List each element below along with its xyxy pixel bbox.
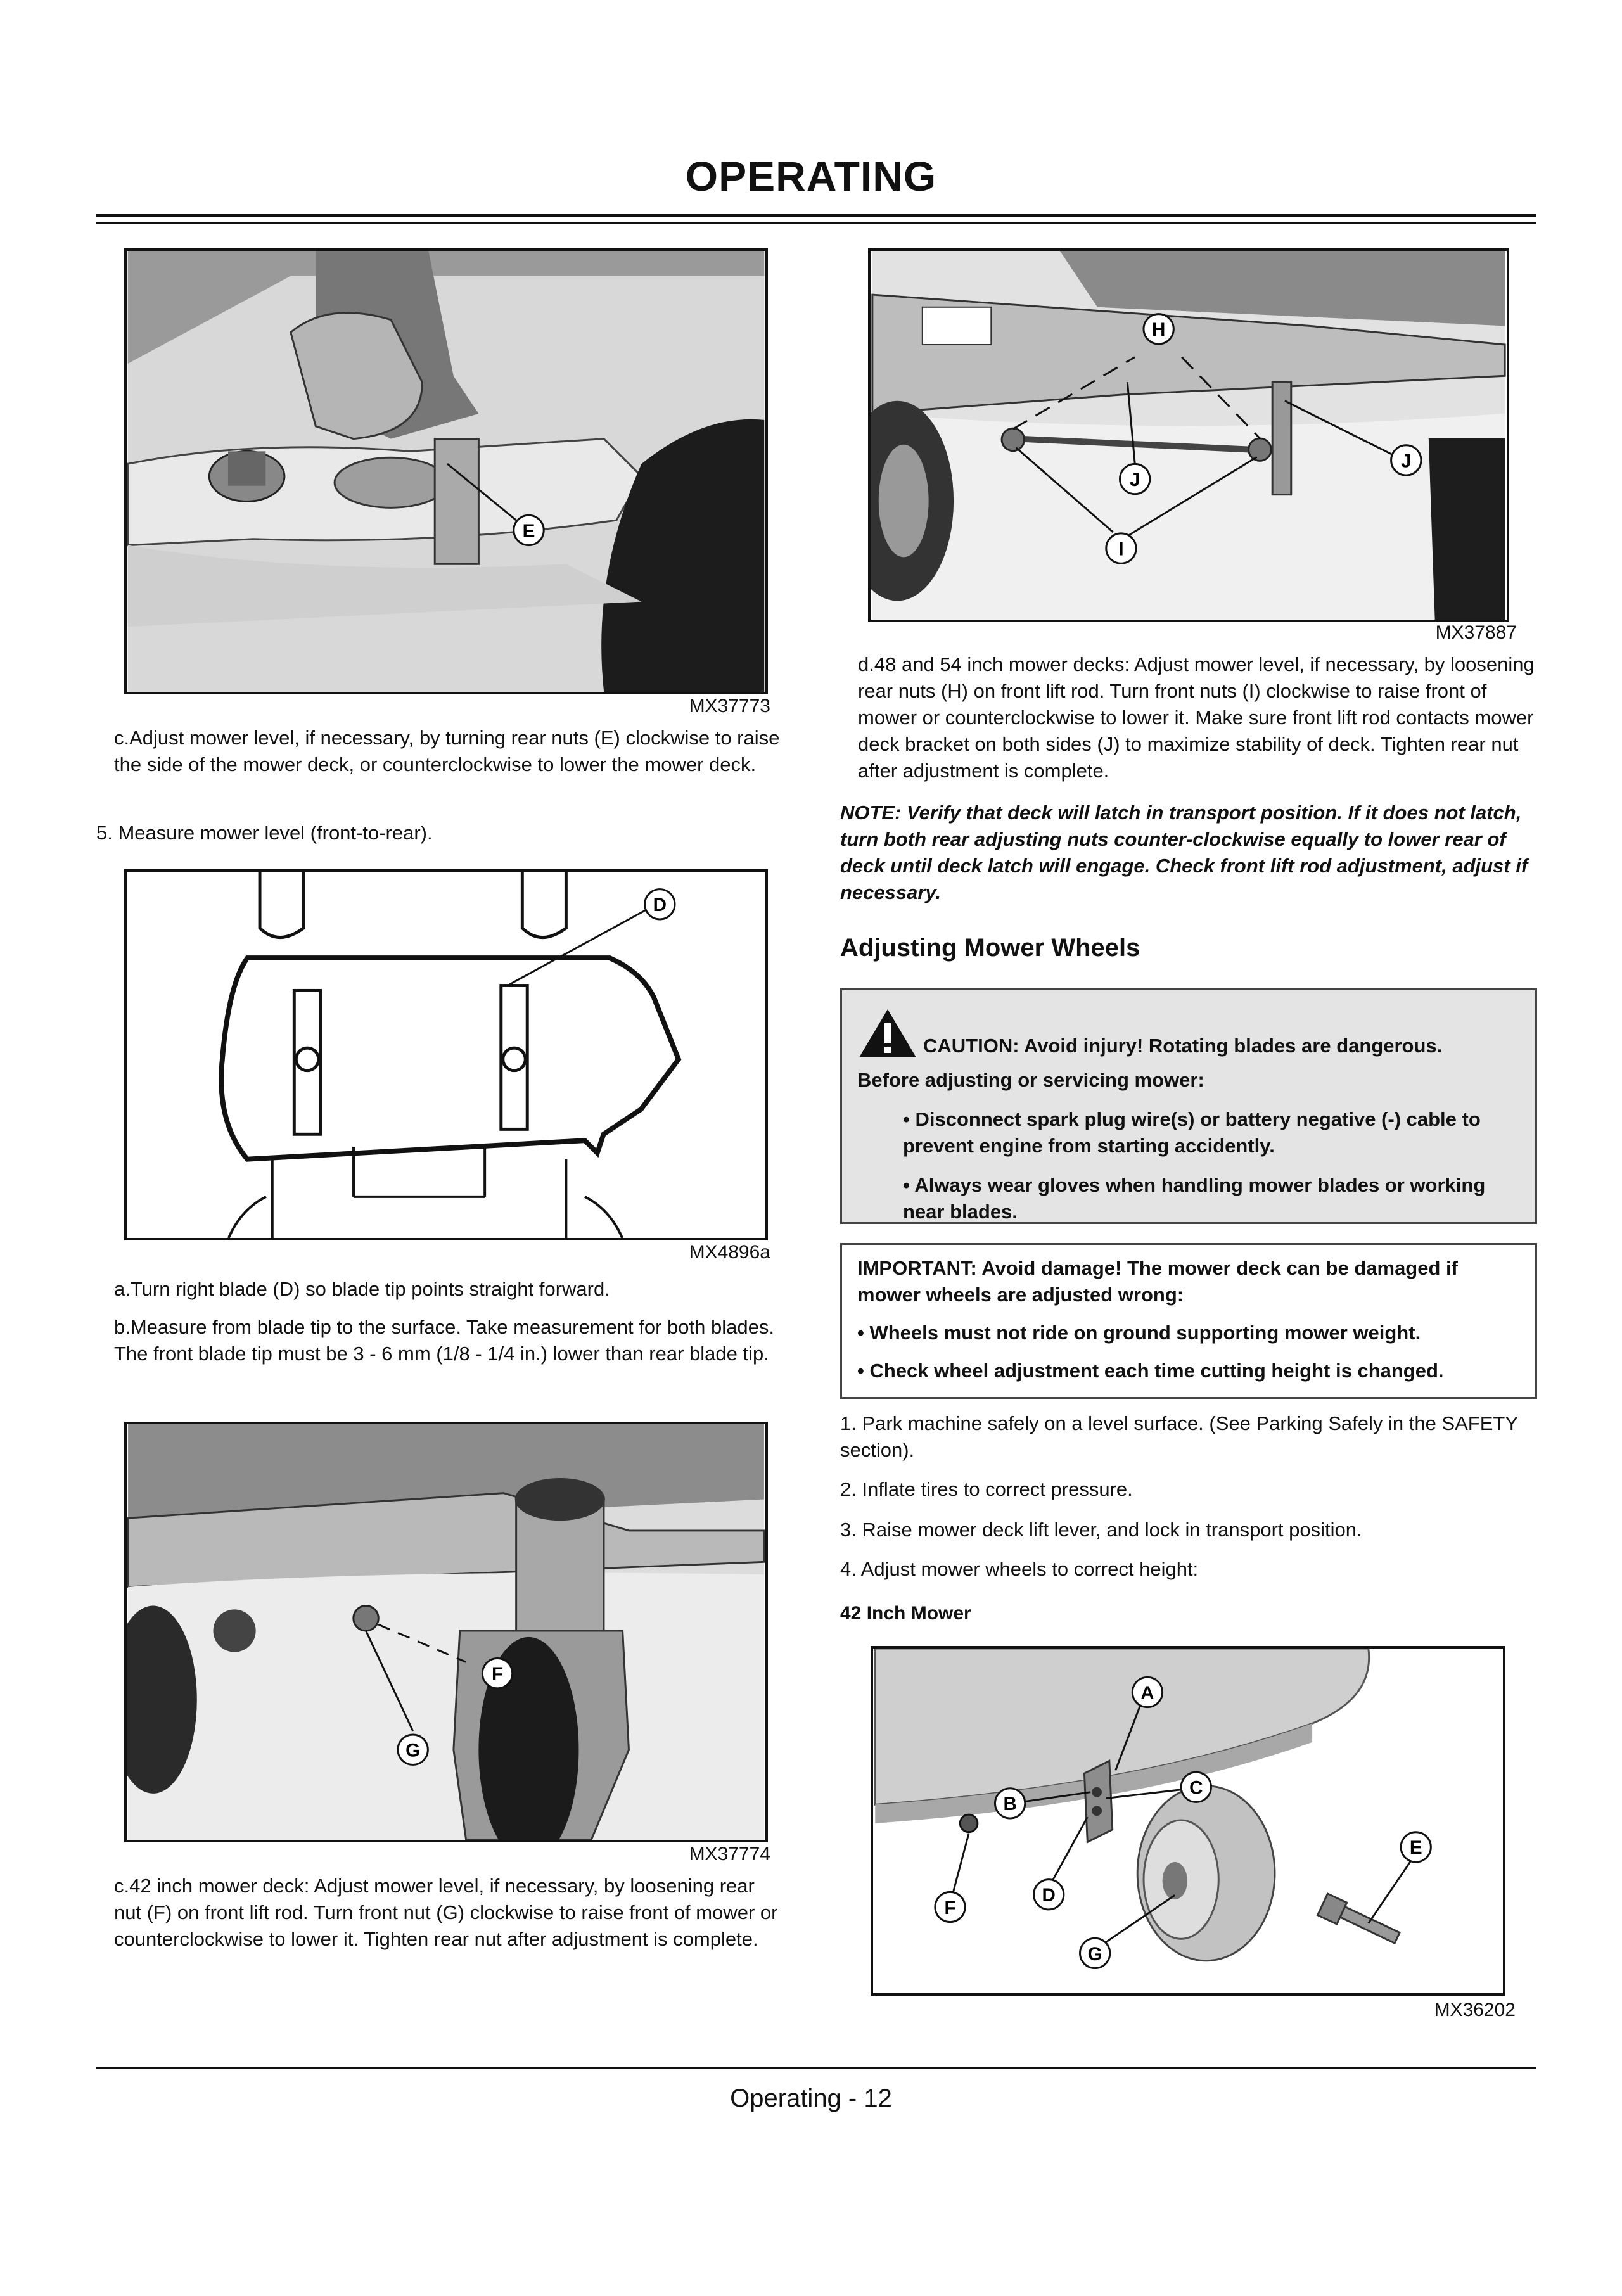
figure-label-e: E [1409,1837,1422,1859]
step-3-raise-deck: 3. Raise mower deck lift lever, and lock in transport position. [840,1519,1362,1541]
page-title: OPERATING [685,153,937,200]
step-1-park: 1. Park machine safely on a level surface. (See Parking Safely in the SAFETY section). [840,1412,1518,1461]
note-deck-latch: NOTE: Verify that deck will latch in transport position. If it does not latch, turn both rear adjusting nuts counter-clockwise equally to lower rear of deck until deck latch will engage. Check front lift rod adjustment, adjust if necessary. [840,801,1528,903]
subheading-42-inch-mower: 42 Inch Mower [840,1603,971,1624]
mower-deck-side-illustration [127,251,765,692]
step-a-turn-blade: a.Turn right blade (D) so blade tip points straight forward. [114,1278,610,1300]
step-5-measure: 5. Measure mower level (front-to-rear). [96,822,433,844]
important-title: IMPORTANT: Avoid damage! The mower deck can be damaged if mower wheels are adjusted wrong: [857,1257,1458,1306]
step-c-42-inch: c.42 inch mower deck: Adjust mower level, if necessary, by loosening rear nut (F) on front lift rod. Turn front nut (G) clockwise to raise front of mower or counterclockwise to lower it. Tighten rear nut after adjustment is complete. [114,1875,778,1950]
figure-label-d: D [653,895,667,916]
blade-diagram [127,872,765,1238]
caution-intro: Before adjusting or servicing mower: [857,1069,1204,1091]
figure-label-d: D [1042,1885,1056,1906]
figure-code-mx37887: MX37887 [1435,622,1517,643]
figure-mx37773 [124,248,768,694]
page-footer: Operating - 12 [730,2084,892,2112]
step-b-measure-blade: b.Measure from blade tip to the surface. Take measurement for both blades. The front blade tip must be 3 - 6 mm (1/8 - 1/4 in.) lower than rear blade tip. [114,1316,774,1365]
figure-label-j-left: J [1129,469,1140,490]
figure-label-g: G [406,1740,421,1761]
figure-mx37887 [868,248,1509,622]
step-d-48-54-inch: d.48 and 54 inch mower decks: Adjust mower level, if necessary, by loosening rear nuts (H) on front lift rod. Turn front nuts (I) clockwise to raise front of mower or counterclockwise to lower it. Make sure front lift rod contacts mower deck bracket on both sides (J) to maximize stability of deck. Tighten rear nut after adjustment is complete. [858,653,1535,782]
figure-code-mx37774: MX37774 [689,1844,770,1865]
important-bullet: • Wheels must not ride on ground supporting mower weight. [857,1322,1421,1344]
figure-label-h: H [1151,319,1166,341]
figure-label-f: F [491,1664,504,1685]
caution-bullet: • Always wear gloves when handling mower blades or working near blades. [903,1174,1486,1223]
header-rule-bottom [96,222,1536,224]
step-2-inflate: 2. Inflate tires to correct pressure. [840,1478,1133,1500]
figure-label-c: C [1189,1777,1203,1799]
figure-label-i: I [1118,539,1124,560]
figure-mx36202 [871,1646,1505,1996]
section-heading-adjusting-mower-wheels: Adjusting Mower Wheels [840,934,1140,962]
front-lift-rod-illustration [127,1424,765,1840]
figure-label-g: G [1087,1943,1102,1965]
figure-label-b: B [1003,1794,1017,1815]
figure-code-mx36202: MX36202 [1434,1999,1516,2020]
important-box [840,1243,1537,1399]
caution-box [840,988,1537,1224]
figure-mx37774 [124,1422,768,1842]
warning-triangle-icon [857,1007,918,1067]
caution-title: CAUTION: Avoid injury! Rotating blades are dangerous. [923,1035,1443,1057]
figure-mx4896a [124,869,768,1240]
step-c-rear-nuts: c.Adjust mower level, if necessary, by turning rear nuts (E) clockwise to raise the side of the mower deck, or counterclockwise to lower the mower deck. [114,727,780,775]
figure-label-f: F [944,1897,956,1918]
figure-label-j-right: J [1401,450,1412,472]
mower-wheel-exploded-view [873,1649,1503,1993]
figure-label-e: E [522,520,535,542]
figure-code-mx37773: MX37773 [689,696,770,717]
important-bullet: • Check wheel adjustment each time cutting height is changed. [857,1360,1444,1382]
caution-bullet: • Disconnect spark plug wire(s) or battery negative (-) cable to prevent engine from starting accidently. [903,1108,1481,1157]
step-4-adjust-wheels: 4. Adjust mower wheels to correct height: [840,1558,1199,1580]
header-rule-top [96,214,1536,217]
figure-label-a: A [1140,1682,1154,1704]
front-lift-rod-48-54-illustration [871,251,1507,620]
footer-rule [96,2067,1536,2069]
figure-code-mx4896a: MX4896a [689,1242,770,1263]
